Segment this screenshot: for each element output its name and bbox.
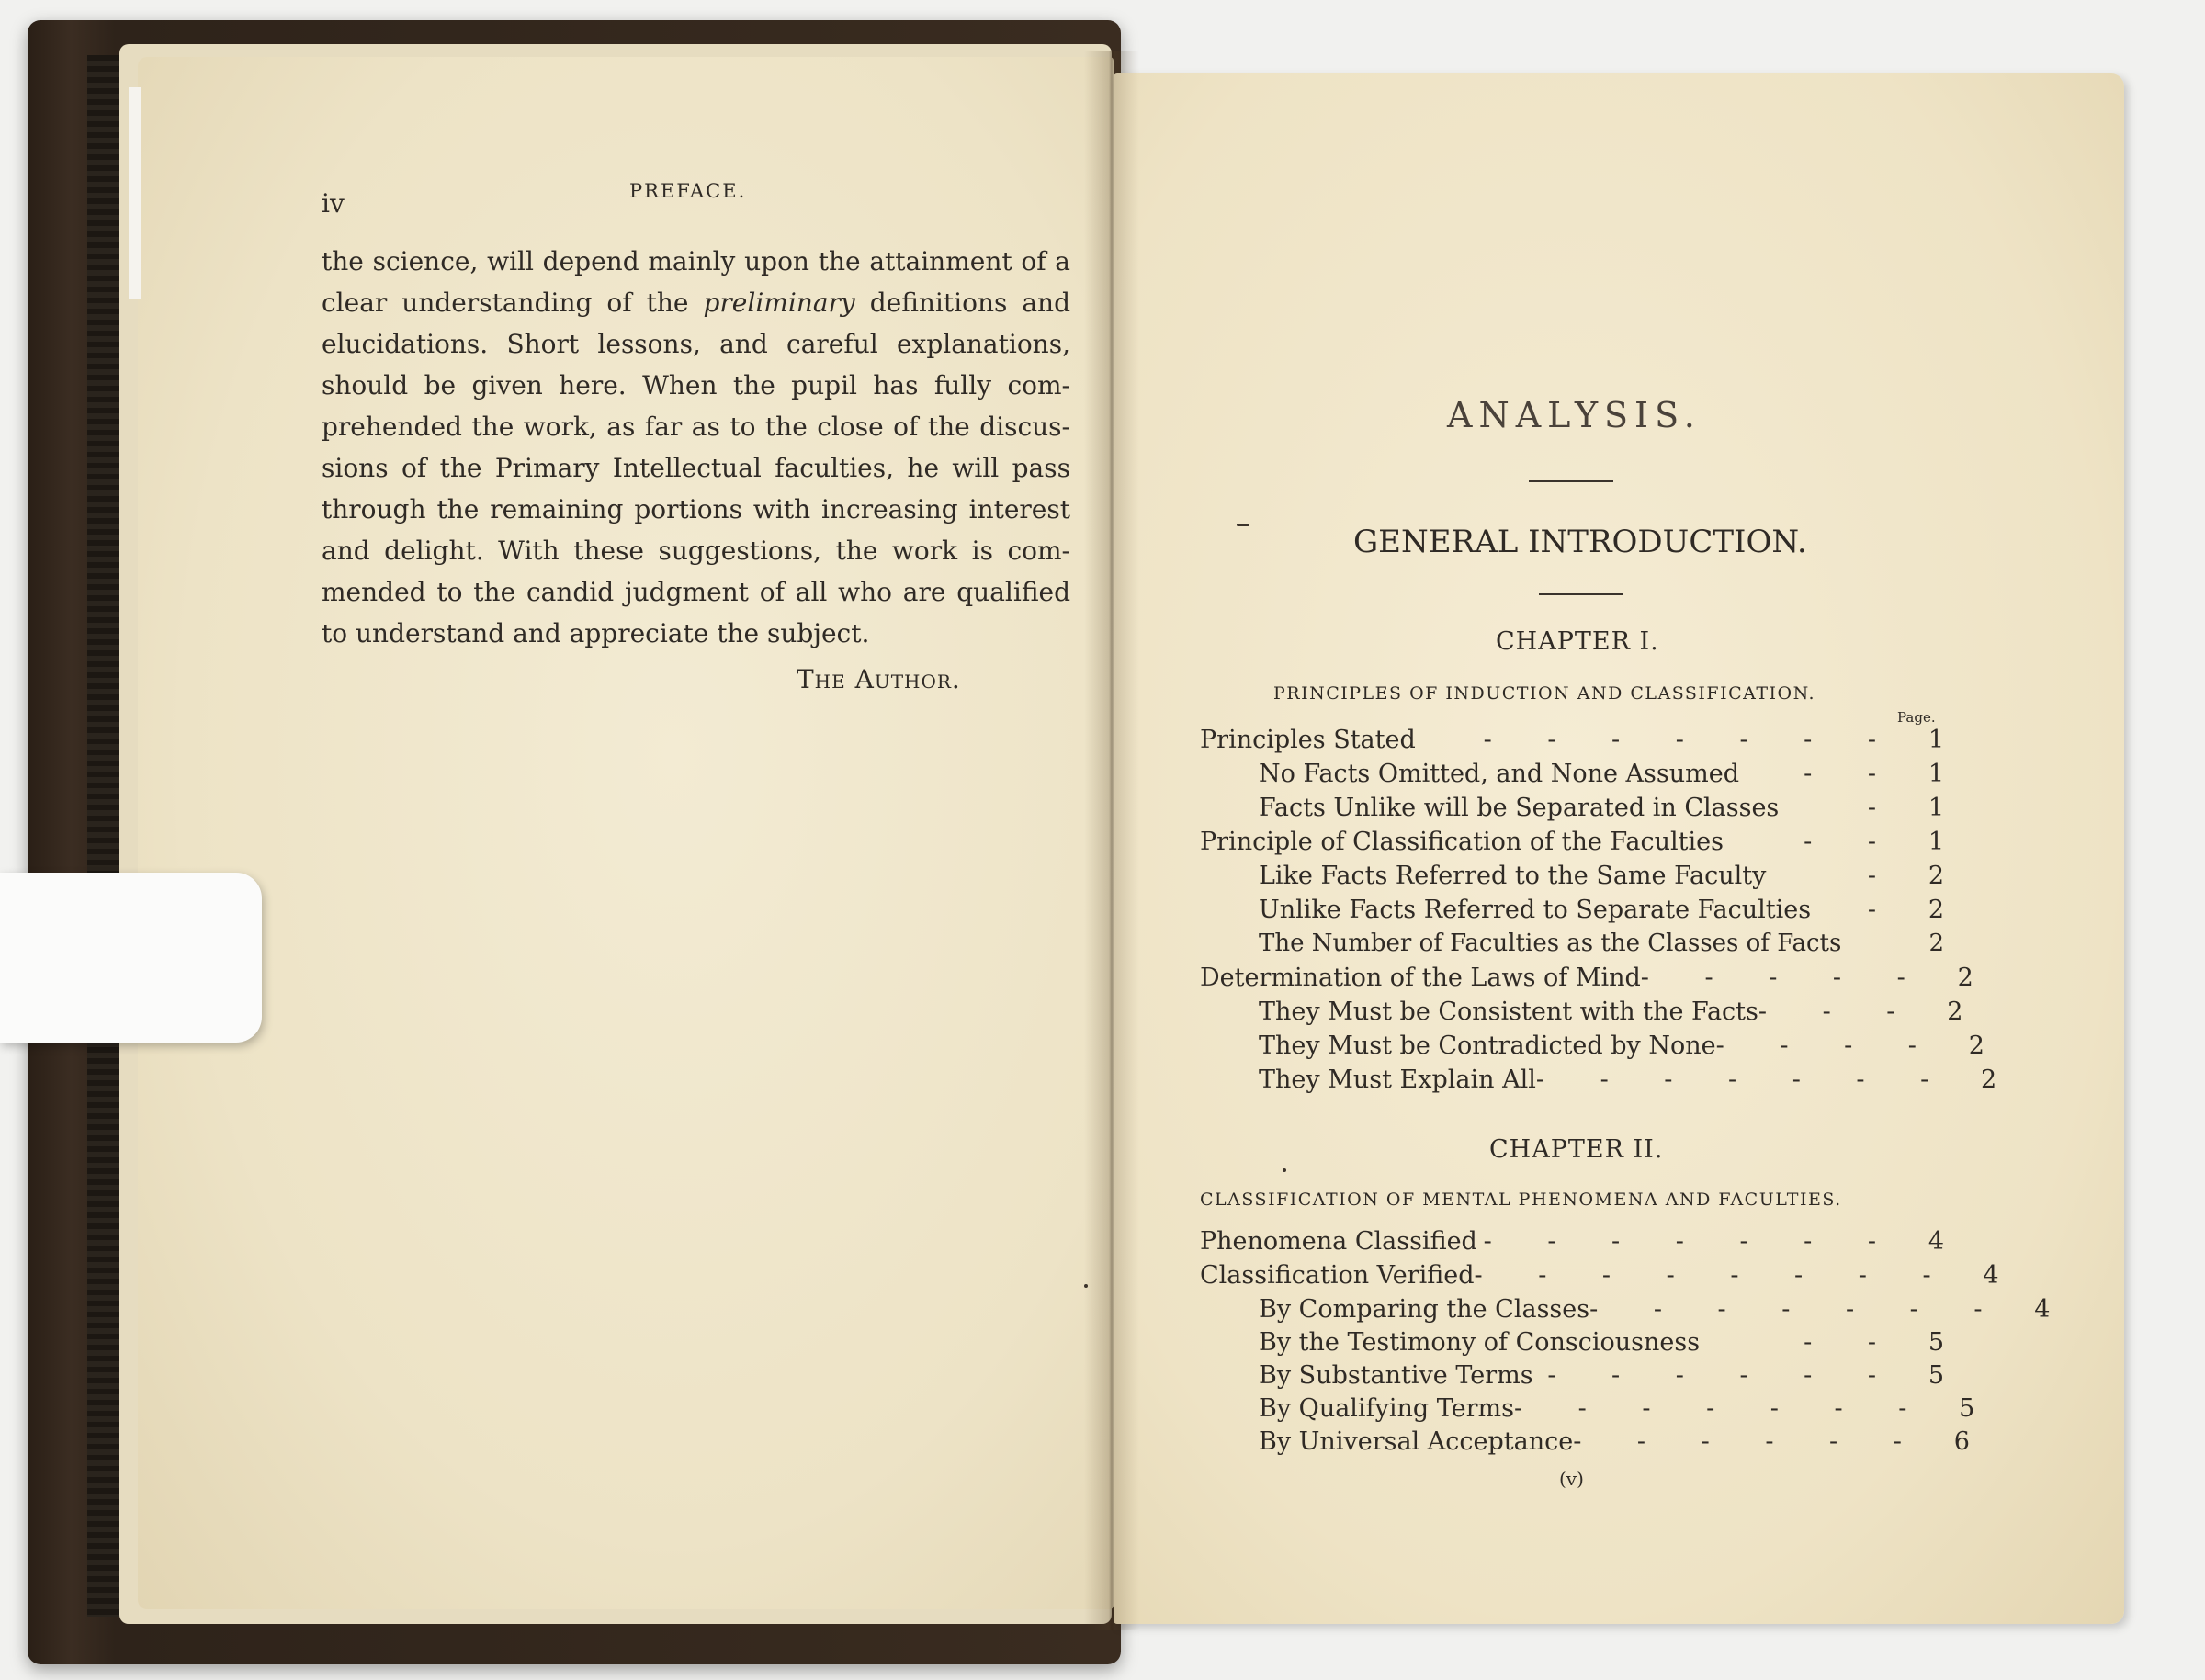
toc-page-number: 2 <box>1968 1032 1984 1060</box>
preface-line: the science, will depend mainly upon the attainment of a <box>322 246 1070 276</box>
toc-page-number: 1 <box>1928 794 1944 822</box>
toc-entry-label: By the Testimony of Consciousness <box>1259 1328 1701 1357</box>
toc-entry <box>1259 896 1944 924</box>
toc-leader: - <box>1867 862 1900 890</box>
preface-line: prehended the work, as far as to the close of the discus- <box>322 412 1070 442</box>
toc-entry-label: Unlike Facts Referred to Separate Faculties <box>1259 896 1812 924</box>
preface-line: mended to the candid judgment of all who are qualified <box>322 577 1070 607</box>
left-folio: iv <box>322 188 345 219</box>
preface-line: sions of the Primary Intellectual faculties, he will pass <box>322 453 1070 483</box>
preface-italic-word: preliminary <box>703 288 855 318</box>
toc-leader: - <box>1867 896 1900 924</box>
right-folio: (v) <box>1559 1468 1584 1490</box>
toc-entry-label: Determination of the Laws of Mind <box>1200 964 1641 992</box>
toc-page-number: 2 <box>1957 964 1973 992</box>
analysis-title: ANALYSIS. <box>1447 395 1702 435</box>
toc-entry-label: By Substantive Terms <box>1259 1361 1533 1390</box>
toc-page-number: 4 <box>1928 1227 1944 1256</box>
author-signature: The Author. <box>797 664 961 694</box>
toc-page-number: 1 <box>1928 828 1944 856</box>
toc-leader: - - - - - - <box>1573 1427 1926 1456</box>
toc-page-number: 6 <box>1953 1427 1970 1456</box>
toc-leader: - - - - - <box>1640 964 1929 992</box>
toc-entry-label: They Must be Consistent with the Facts <box>1259 998 1758 1026</box>
toc-entry <box>1200 1261 1999 1290</box>
toc-leader: - - - - - - - <box>1483 726 1900 754</box>
toc-page-number: 4 <box>1983 1261 1999 1290</box>
running-head: PREFACE. <box>629 180 747 202</box>
toc-page-number: 4 <box>2034 1295 2051 1324</box>
toc-entry-label: The Number of Faculties as the Classes of Facts <box>1259 930 1842 957</box>
toc-leader: - - - - <box>1715 1032 1940 1060</box>
preface-line <box>322 288 1070 318</box>
toc-entry-label: They Must Explain All <box>1259 1066 1536 1094</box>
preface-line: elucidations. Short lessons, and careful explanations, <box>322 329 1070 359</box>
paper-speck <box>1237 524 1250 526</box>
toc-leader: - <box>1867 794 1900 822</box>
toc-entry-label: Like Facts Referred to the Same Faculty <box>1259 862 1767 890</box>
toc-leader: - - - <box>1758 998 1919 1026</box>
bookmark-tail <box>129 87 141 299</box>
toc-entry <box>1259 1328 1944 1357</box>
toc-entry <box>1259 1361 1944 1390</box>
chapter-title: CHAPTER II. <box>1489 1135 1664 1164</box>
toc-entry-label: By Comparing the Classes <box>1259 1295 1590 1324</box>
chapter-title: CHAPTER I. <box>1496 627 1659 656</box>
preface-line-text: clear understanding of the <box>322 288 689 318</box>
chapter-subtitle: PRINCIPLES OF INDUCTION AND CLASSIFICATION. <box>1273 683 1816 704</box>
toc-page-number: 2 <box>1947 998 1963 1026</box>
title-rule <box>1529 480 1613 482</box>
toc-page-number: 5 <box>1928 1361 1944 1390</box>
toc-entry <box>1259 1394 1975 1423</box>
paper-speck <box>1283 1168 1286 1172</box>
toc-entry-label: By Qualifying Terms <box>1259 1394 1514 1423</box>
toc-entry <box>1200 964 1973 992</box>
toc-entry-label: Facts Unlike will be Separated in Classes <box>1259 794 1780 822</box>
toc-entry-label: Principle of Classification of the Faculties <box>1200 828 1724 856</box>
toc-entry-label: By Universal Acceptance <box>1259 1427 1574 1456</box>
toc-entry <box>1259 862 1944 890</box>
toc-page-number: 2 <box>1928 896 1944 924</box>
toc-leader: - - - - - - - - <box>1474 1261 1955 1290</box>
toc-entry <box>1259 1066 1997 1094</box>
toc-entry-label: No Facts Omitted, and None Assumed <box>1259 760 1740 788</box>
toc-entry <box>1259 760 1944 788</box>
toc-entry <box>1200 1227 1944 1256</box>
toc-entry <box>1259 1427 1970 1456</box>
toc-leader: - - - - - - - <box>1535 1066 1953 1094</box>
toc-page-number: 2 <box>1928 862 1944 890</box>
title-rule <box>1539 593 1623 595</box>
preface-line: and delight. With these suggestions, the work is com- <box>322 536 1070 566</box>
toc-entry-label: Classification Verified <box>1200 1261 1475 1290</box>
toc-entry <box>1200 726 1944 754</box>
preface-line-text: definitions and <box>869 288 1070 318</box>
bookmark <box>0 873 262 1043</box>
page-column-label: Page. <box>1897 709 1936 726</box>
toc-entry <box>1259 1295 2051 1324</box>
toc-leader: - - - - - - <box>1547 1361 1900 1390</box>
preface-line: should be given here. When the pupil has fully com- <box>322 370 1070 400</box>
preface-line: to understand and appreciate the subject. <box>322 618 870 648</box>
preface-line: through the remaining portions with increasing interest <box>322 494 1070 524</box>
toc-entry <box>1259 998 1963 1026</box>
toc-leader: - - - - - - - <box>1483 1227 1900 1256</box>
toc-leader: - - <box>1804 828 1900 856</box>
toc-entry-label: Phenomena Classified <box>1200 1227 1477 1256</box>
toc-leader: - - <box>1804 760 1900 788</box>
chapter-subtitle: CLASSIFICATION OF MENTAL PHENOMENA AND FACULTIES. <box>1200 1190 1842 1210</box>
toc-leader: - - - - - - - <box>1513 1394 1931 1423</box>
toc-leader: - - - - - - - <box>1589 1295 2007 1324</box>
toc-leader: - - <box>1804 1328 1900 1357</box>
toc-page-number: 2 <box>1981 1066 1997 1094</box>
introduction-title: GENERAL INTRODUCTION. <box>1353 524 1807 560</box>
toc-entry <box>1200 828 1944 856</box>
toc-entry <box>1259 1032 1984 1060</box>
book-gutter <box>1084 51 1139 1630</box>
toc-entry-label: Principles Stated <box>1200 726 1416 754</box>
toc-page-number: 5 <box>1959 1394 1975 1423</box>
toc-entry-label: They Must be Contradicted by None <box>1259 1032 1716 1060</box>
toc-page-number: 2 <box>1928 930 1944 957</box>
toc-page-number: 1 <box>1928 726 1944 754</box>
toc-entry <box>1259 930 1944 957</box>
toc-page-number: 1 <box>1928 760 1944 788</box>
toc-entry <box>1259 794 1944 822</box>
toc-page-number: 5 <box>1928 1328 1944 1357</box>
